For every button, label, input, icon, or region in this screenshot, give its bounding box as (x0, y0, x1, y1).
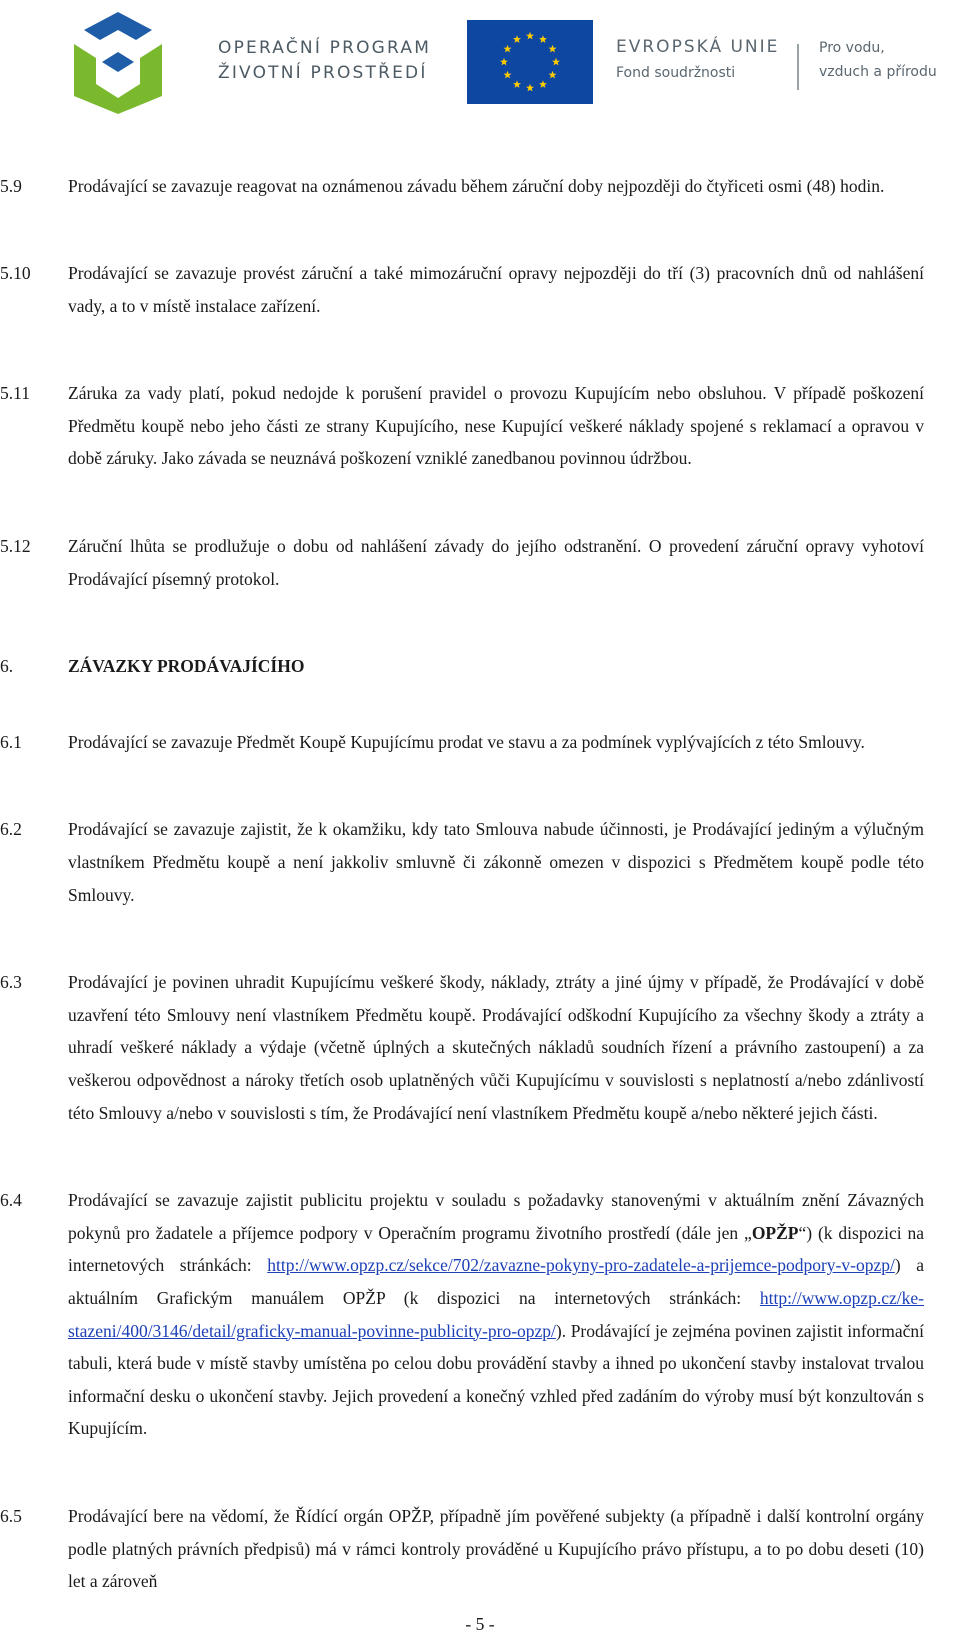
clause-number: 5.11 (0, 383, 30, 404)
claim-line-2: vzduch a přírodu (819, 64, 937, 80)
clause-number: 5.9 (0, 175, 22, 196)
clause-number: 6.3 (0, 972, 22, 993)
clause-5-10 (0, 257, 960, 322)
op-line-2: ŽIVOTNÍ PROSTŘEDÍ (218, 63, 428, 83)
clause-number: 6.4 (0, 1190, 22, 1211)
clause-text: Prodávající se zavazuje reagovat na oznámenou závadu během záruční doby nejpozději do čtyřiceti osmi (48) hodin. (68, 175, 885, 196)
link-zavazne-pokyny[interactable]: http://www.opzp.cz/sekce/702/zavazne-pokyny-pro-zadatele-a-prijemce-podpory-v-opzp/ (267, 1255, 895, 1276)
section-title: ZÁVAZKY PRODÁVAJÍCÍHO (68, 656, 305, 677)
clause-5-12 (0, 530, 960, 595)
clause-6-3 (0, 966, 960, 1129)
clause-6-2 (0, 813, 960, 911)
clause-6-5 (0, 1500, 960, 1598)
eu-title: EVROPSKÁ UNIE (616, 37, 780, 57)
opzp-abbrev: OPŽP (751, 1222, 799, 1243)
page-number: - 5 - (465, 1614, 495, 1634)
clause-number: 5.10 (0, 263, 31, 284)
eu-fund: Fond soudržnosti (616, 65, 736, 81)
header-claim (819, 36, 937, 84)
clause-number: 6.5 (0, 1505, 22, 1526)
clause-text-part: ) a aktuálním Grafickým manuálem OPŽP (k dispozici na internetových stránkách: (68, 1255, 924, 1308)
clause-5-11 (0, 377, 960, 475)
op-line-1: OPERAČNÍ PROGRAM (218, 38, 432, 58)
clause-text-part: Prodávající se zavazuje zajistit publicitu projektu v souladu s požadavky stanovenými v aktuálním znění Závazných pokynů pro žadatele a příjemce podpory v Operačním programu životního prostředí (dále jen „ (68, 1190, 924, 1243)
eu-label (616, 36, 779, 84)
op-program-name (218, 36, 431, 86)
page-header (0, 0, 960, 125)
op-zp-logo-icon (66, 10, 168, 116)
clause-text: Prodávající bere na vědomí, že Řídící orgán OPŽP, případně jím pověřené subjekty (a případně i další kontrolní orgány podle platných právních předpisů) má v rámci kontroly prováděné u Kupujícího právo přístupu, a to po dobu deseti (10) let a zároveň (68, 1505, 924, 1592)
claim-line-1: Pro vodu, (819, 40, 885, 56)
header-divider (797, 44, 799, 90)
clause-6-4 (0, 1184, 960, 1445)
document-body (0, 152, 960, 1615)
clause-number: 6.2 (0, 819, 22, 840)
clause-text-part: “) (k dispozici na internetových stránkách: (68, 1222, 924, 1276)
clause-text-part: ). Prodávající je zejména povinen zajistit informační tabuli, která bude v místě stavby umístěna po celou dobu provádění stavby a ihned po ukončení stavby instalovat trvalou informační desku o ukončení stavby. Jejich provedení a konečný vzhled před zadáním do výroby musí být konzultován s Kupujícím. (68, 1320, 924, 1439)
clause-text: Záruka za vady platí, pokud nedojde k porušení pravidel o provozu Kupujícím nebo obsluhou. V případě poškození Předmětu koupě nebo jeho části ze strany Kupujícího, nese Kupující veškeré náklady spojené s reklamací a opravou v době záruky. Jako závada se neuznává poškození vzniklé zanedbanou povinnou údržbou. (68, 383, 924, 469)
clause-6-1 (0, 726, 960, 759)
clause-number: 5.12 (0, 536, 31, 557)
link-graficky-manual[interactable]: http://www.opzp.cz/ke-stazeni/400/3146/detail/graficky-manual-povinne-publicity-pro-opzp/ (68, 1287, 924, 1341)
clause-text (68, 1184, 924, 1445)
clause-5-9 (0, 170, 960, 203)
eu-flag-icon (467, 20, 593, 104)
clause-text: Prodávající se zavazuje provést záruční a také mimozáruční opravy nejpozději do tří (3) pracovních dnů od nahlášení vady, a to v místě instalace zařízení. (68, 263, 924, 316)
clause-number: 6.1 (0, 731, 22, 752)
clause-text: Prodávající je povinen uhradit Kupujícímu veškeré škody, náklady, ztráty a jiné újmy v případě, že Prodávající v době uzavření této Smlouvy není vlastníkem Předmětu koupě. Prodávající odškodní Kupujícího za všechny škody a ztráty a uhradí veškeré náklady a výdaje (včetně úplných a skutečných nákladů soudních řízení a právního zastoupení) a za veškerou odpovědnost a nároky třetích osob uplatněných vůči Kupujícímu v souvislosti s neplatností a/nebo zdánlivostí této Smlouvy a/nebo v souvislosti s tím, že Prodávající není vlastníkem Předmětu koupě a/nebo některé jejich části. (68, 972, 924, 1123)
section-6-heading (0, 650, 960, 683)
clause-text: Prodávající se zavazuje Předmět Koupě Kupujícímu prodat ve stavu a za podmínek vyplývajících z této Smlouvy. (68, 731, 865, 752)
section-number: 6. (0, 656, 14, 677)
clause-text: Záruční lhůta se prodlužuje o dobu od nahlášení závady do jejího odstranění. O provedení záruční opravy vyhotoví Prodávající písemný protokol. (68, 536, 924, 589)
clause-text: Prodávající se zavazuje zajistit, že k okamžiku, kdy tato Smlouva nabude účinnosti, je Prodávající jediným a výlučným vlastníkem Předmětu koupě a není jakkoliv smluvně či zákonně omezen v dispozici s Předmětem koupě podle této Smlouvy. (68, 819, 924, 905)
